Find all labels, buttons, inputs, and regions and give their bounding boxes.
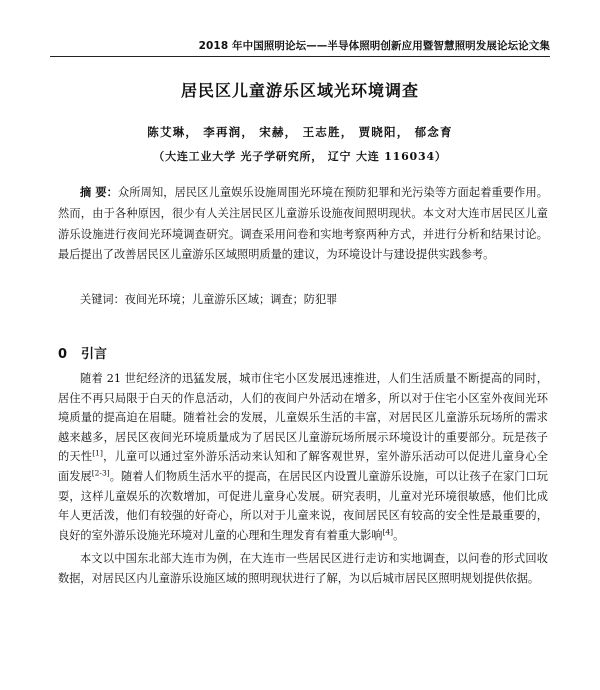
- running-header: 2018 年中国照明论坛——半导体照明创新应用暨智慧照明发展论坛论文集: [198, 40, 550, 52]
- paper-title: 居民区儿童游乐区域光环境调查: [180, 81, 419, 100]
- paragraph-text: 随着 21 世纪经济的迅猛发展，城市住宅小区发展迅速推进，人们生活质量不断提高的同时，居住不再只局限于白天的作息活动，人们的夜间户外活动在增多，所以对于住宅小区室外夜间光环境质量的提高迫在眉睫。随着社会的发展，儿童娱乐生活的丰富，对居民区儿童游乐玩场所的需求越来越多，居民区夜间光环境质量成为了居民区儿童游玩场所展示环境设计的重要部分。玩是孩子的天性: [58, 372, 548, 464]
- paragraph-text: ，儿童可以通过室外游乐活动来认知和了解客观世界，室外游乐活动可以促进儿童身心全面发展: [58, 450, 548, 483]
- paragraph: [58, 369, 548, 545]
- paragraph-text: 。随着人们物质生活水平的提高，在居民区内设置儿童游乐设施，可以让孩子在家门口玩耍，这样儿童娱乐的次数增加，可促进儿童身心发展。研究表明，儿童对光环境很敏感，他们比成年人更活泼，他们有较强的好奇心，所以对于儿童来说，夜间居民区有较高的安全性是最重要的，良好的室外游乐设施光环境对儿童的心理和生理发育有着重大影响: [58, 469, 548, 542]
- keywords: [80, 290, 550, 310]
- affiliation: （大连工业大学 光子学研究所， 辽宁 大连 116034）: [153, 150, 447, 163]
- section-heading: [58, 343, 107, 362]
- paragraph: 本文以中国东北部大连市为例，在大连市一些居民区进行走访和实地调查，以问卷的形式回收数据，对居民区内儿童游乐设施区域的照明现状进行了解，为以后城市居民区照明规划提供依据。: [58, 552, 548, 585]
- abstract: [58, 183, 548, 266]
- section-number: 0: [58, 347, 68, 362]
- abstract-text: 众所周知，居民区儿童娱乐设施周围光环境在预防犯罪和光污染等方面起着重要作用。然而，由于各种原因，很少有人关注居民区儿童游乐设施夜间照明现状。本文对大连市居民区儿童游乐设施进行夜间光环境调查研究。调查采用问卷和实地考察两种方式，并进行分析和结果讨论。最后提出了改善居民区儿童游乐区域照明质量的建议，为环境设计与建设提供实践参考。: [58, 186, 548, 262]
- abstract-label: 摘 要：: [80, 186, 118, 199]
- citation: [1]: [92, 448, 103, 458]
- author-list: 陈艾琳， 李再润， 宋赫， 王志胜， 贾晓阳， 郁念育: [147, 125, 453, 139]
- body-text: [58, 369, 548, 593]
- section-title: 引言: [81, 347, 108, 362]
- paragraph-text: 。: [393, 528, 405, 542]
- header-rule: [50, 56, 550, 57]
- citation: [4]: [382, 527, 394, 537]
- keywords-label: 关键词：: [80, 293, 125, 306]
- citation: [2-3]: [91, 468, 110, 478]
- keywords-text: 夜间光环境；儿童游乐区域；调查；防犯罪: [124, 293, 338, 306]
